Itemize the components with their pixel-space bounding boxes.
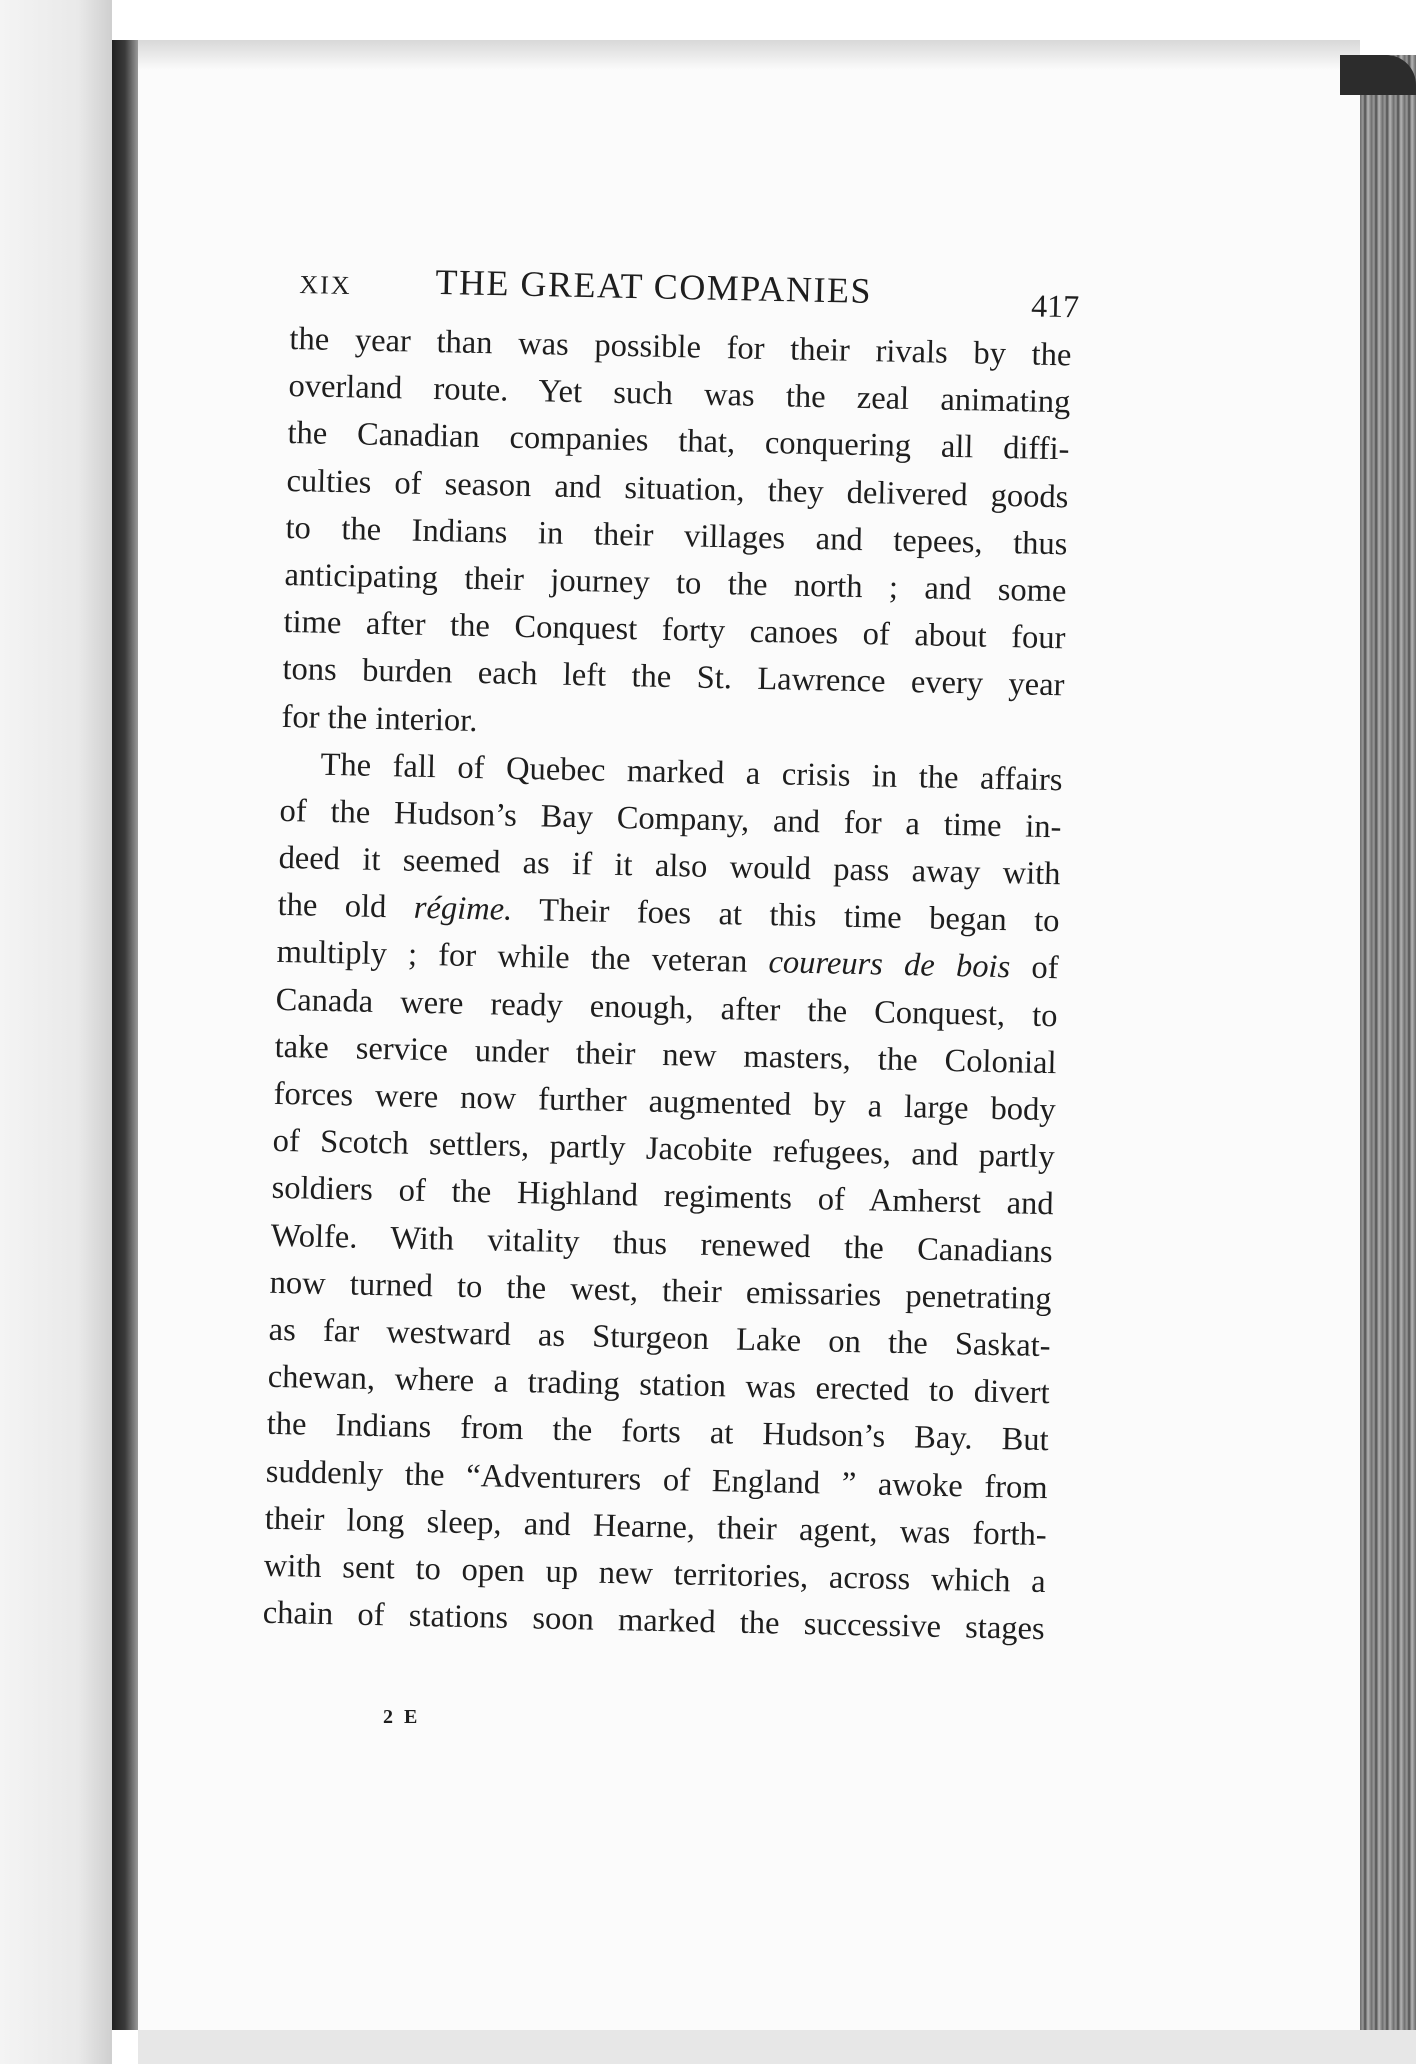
page-top-shadow xyxy=(138,40,1360,70)
text-line: forces were now further augmented by a large body xyxy=(273,1075,1056,1129)
text-line: now turned to the west, their emissaries penetrating xyxy=(269,1264,1052,1317)
text-line: anticipating their journey to the north ; and some xyxy=(284,556,1067,610)
text-line: suddenly the “Adventurers of England ” awoke from xyxy=(265,1453,1049,1506)
running-title: THE GREAT COMPANIES xyxy=(435,261,873,311)
text-line: chain of stations soon marked the successive stages xyxy=(262,1594,1046,1648)
page-leaf-edges xyxy=(1360,55,1416,2030)
text-line: take service under their new masters, the Colonial xyxy=(274,1028,1057,1082)
chapter-number: XIX xyxy=(299,269,352,301)
text-line: The fall of Quebec marked a crisis in the affairs xyxy=(320,746,1063,798)
text-line: chewan, where a trading station was erected to divert xyxy=(267,1358,1050,1412)
text-line: deed it seemed as if it also would pass away with xyxy=(278,839,1061,893)
italic-term: régime. xyxy=(413,889,513,929)
printer-signature-mark: 2 E xyxy=(383,1706,421,1728)
body-text xyxy=(262,316,1071,1653)
text-line: time after the Conquest forty canoes of about four xyxy=(283,604,1066,657)
cover-corner xyxy=(1340,55,1416,95)
text-line: the Canadian companies that, conquering all diffi- xyxy=(287,415,1070,468)
page-number: 417 xyxy=(1030,287,1080,325)
text-line: the year than was possible for their rivals by the xyxy=(289,320,1072,374)
text-line: Canada were ready enough, after the Conquest, to xyxy=(275,981,1058,1034)
text-line: with sent to open up new territories, across which a xyxy=(263,1547,1047,1600)
text-line: of Scotch settlers, partly Jacobite refugees, and partly xyxy=(272,1123,1055,1176)
text-run: Their foes at this time began to xyxy=(511,892,1060,940)
text-run: multiply ; for while the veteran xyxy=(276,934,769,981)
page-bottom-shade xyxy=(138,2030,1416,2064)
text-run: of xyxy=(1009,949,1059,987)
text-line: soldiers of the Highland regiments of Amherst and xyxy=(271,1170,1054,1223)
previous-page-edge xyxy=(0,0,112,2064)
text-line: to the Indians in their villages and tepees, thus xyxy=(285,509,1068,563)
text-run: the old xyxy=(277,887,415,926)
text-line: tons burden each left the St. Lawrence every year xyxy=(282,651,1065,704)
text-line: their long sleep, and Hearne, their agent, was forth- xyxy=(264,1500,1048,1553)
book-spine-gutter xyxy=(112,40,138,2030)
text-line: culties of season and situation, they delivered goods xyxy=(286,462,1069,515)
italic-term: coureurs de bois xyxy=(768,944,1011,986)
text-line: overland route. Yet such was the zeal animating xyxy=(288,368,1071,421)
text-line: Wolfe. With vitality thus renewed the Canadians xyxy=(270,1217,1053,1270)
text-line: as far westward as Sturgeon Lake on the Saskat- xyxy=(268,1311,1051,1365)
text-line: of the Hudson’s Bay Company, and for a time in- xyxy=(279,792,1062,846)
text-line: for the interior. xyxy=(281,698,478,739)
text-line: the Indians from the forts at Hudson’s Bay. But xyxy=(266,1406,1049,1459)
